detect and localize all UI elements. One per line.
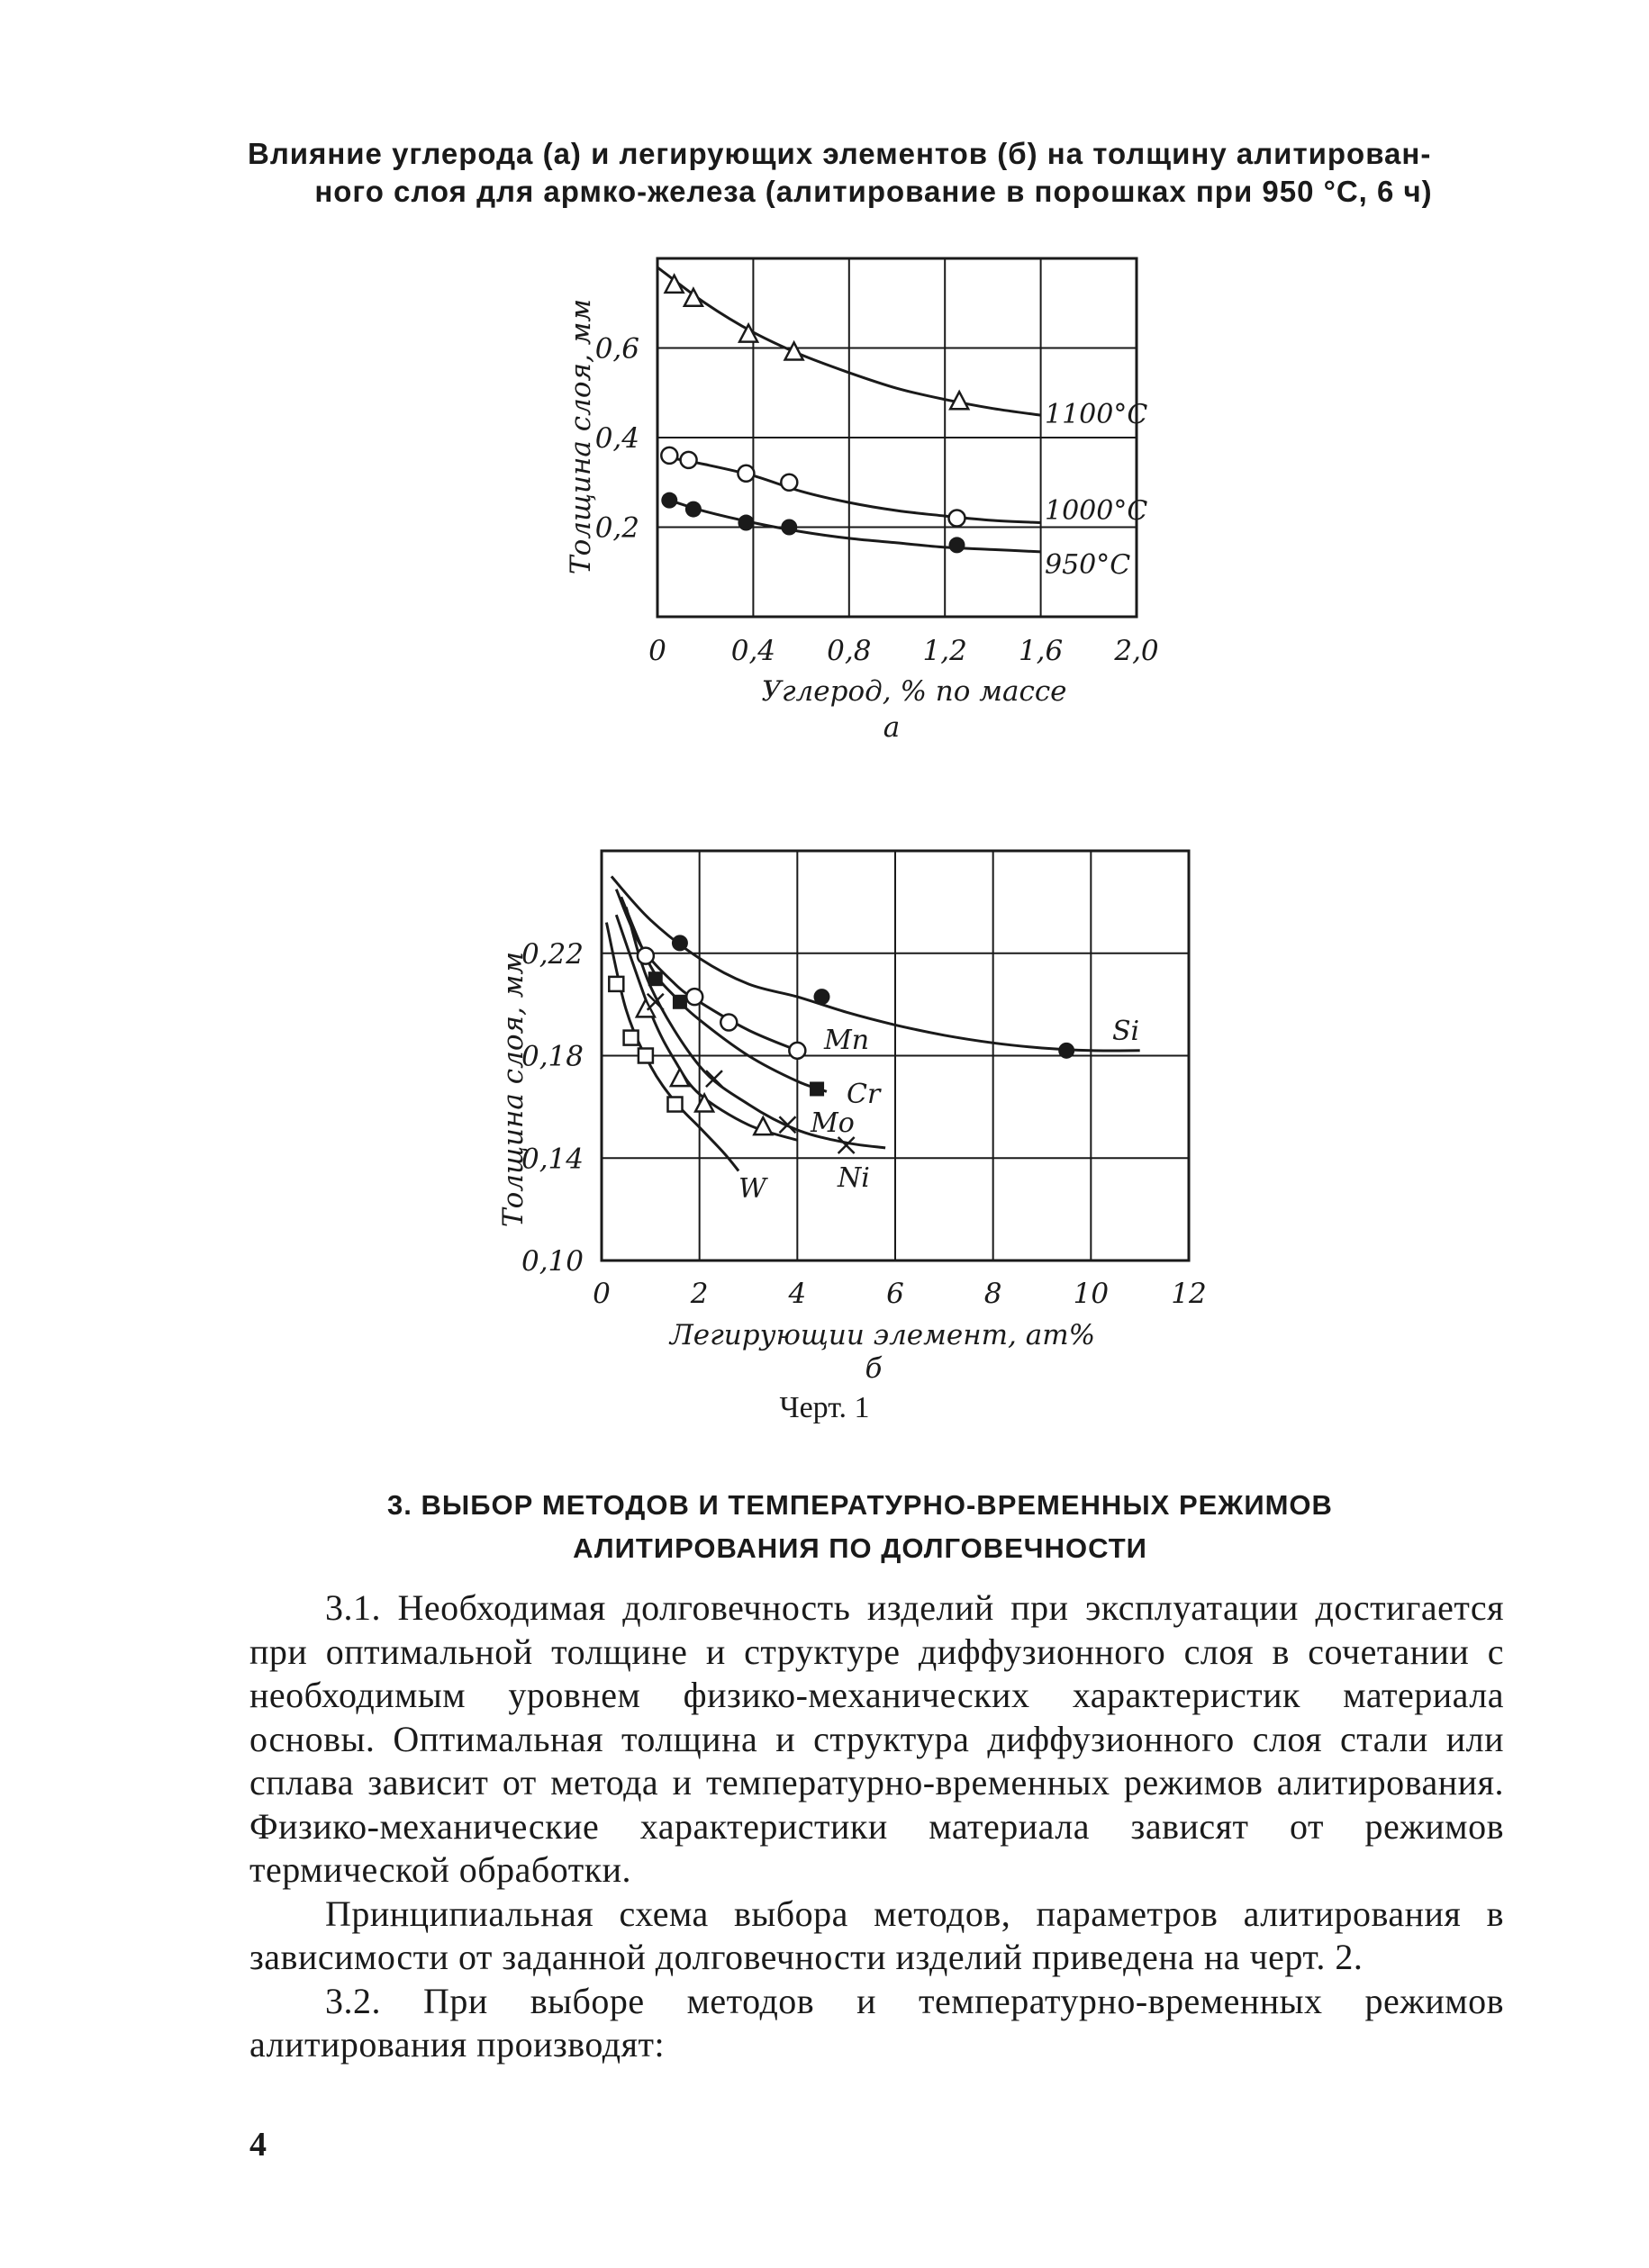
paragraph-3-2: 3.2. При выборе методов и температурно-временных режимов алитирования производят: — [249, 1980, 1504, 2065]
a-x-tick-label: 2,0 — [1114, 635, 1159, 667]
b-point-Si — [1058, 1043, 1074, 1059]
chart-b-curves — [606, 876, 1139, 1170]
b-point-Mn — [789, 1043, 805, 1059]
b-point-Cr — [648, 971, 663, 986]
chart-b-xlabel: Легирующии элемент, ат% — [669, 1319, 1096, 1351]
chart-b-ylabel: Толщина слоя, мм — [497, 951, 530, 1228]
b-point-Cr — [810, 1081, 824, 1096]
b-point-Mn — [720, 1015, 737, 1031]
b-x-tick-label: 0 — [593, 1278, 611, 1310]
b-series-label-Si: Si — [1112, 1016, 1140, 1047]
b-x-tick-label: 8 — [983, 1278, 1002, 1310]
chart-b-grid — [602, 851, 1189, 1261]
a-x-tick-label: 0 — [648, 635, 666, 667]
b-point-W — [668, 1098, 683, 1112]
chart-b-panel-label: б — [865, 1352, 883, 1385]
paragraph-3-1: 3.1. Необходимая долговечность изделий при эксплуатации достигается при оптимальной толщине и структуре диффузионного слоя в сочетании с необходимым уровнем физико-механических характеристик материала основы. Оптимальная толщина и структура диффузионного слоя стали или сплава зависит от метода и температурно-временных режимов алитирования. Физико-механические характеристики материала зависят от режимов термической обработки. — [249, 1587, 1504, 1890]
b-curve-W — [606, 923, 738, 1171]
a-y-tick-label: 0,6 — [594, 332, 639, 366]
b-x-tick-label: 2 — [690, 1278, 709, 1310]
b-y-tick-label: 0,22 — [521, 937, 584, 971]
b-series-label-Cr: Cr — [847, 1079, 881, 1110]
b-x-tick-label: 4 — [788, 1278, 807, 1310]
b-point-W — [624, 1031, 639, 1045]
b-point-Ni — [838, 1137, 855, 1153]
paragraph-scheme: Принципиальная схема выбора методов, параметров алитирования в зависимости от заданной долговечности изделий приведена на черт. 2. — [249, 1893, 1504, 1977]
b-point-Cr — [673, 995, 687, 1009]
b-point-Si — [814, 989, 830, 1005]
b-x-tick-label: 12 — [1171, 1278, 1207, 1310]
a-series-label-1100°С: 1100°С — [1045, 399, 1148, 430]
chart-a-xlabel: Углерод, % по массе — [761, 675, 1067, 708]
b-point-Mo — [754, 1117, 772, 1134]
b-curve-Si — [612, 876, 1140, 1051]
a-y-tick-label: 0,2 — [594, 511, 639, 545]
a-x-tick-label: 1,2 — [922, 635, 967, 667]
caption-line-2: ного слоя для армко-железа (алитирование в порошках при 950 °С, 6 ч) — [314, 175, 1433, 208]
a-x-tick-label: 0,4 — [730, 635, 776, 667]
b-series-label-Ni: Ni — [838, 1162, 870, 1194]
b-y-tick-label: 0,18 — [521, 1040, 584, 1073]
b-series-label-W: W — [738, 1173, 766, 1205]
b-point-Mo — [637, 999, 655, 1017]
b-y-tick-label: 0,10 — [521, 1245, 584, 1278]
chart-a-panel-label: а — [883, 711, 901, 744]
chart-b-ticks — [521, 938, 1207, 1310]
a-x-tick-label: 1,6 — [1018, 635, 1064, 667]
figure-label: Черт. 1 — [779, 1391, 870, 1424]
b-point-Mn — [638, 948, 654, 964]
b-point-W — [609, 977, 623, 991]
section-title-line-1: 3. ВЫБОР МЕТОДОВ И ТЕМПЕРАТУРНО-ВРЕМЕННЫХ РЕЖИМОВ — [387, 1489, 1333, 1521]
a-y-tick-label: 0,4 — [594, 422, 639, 455]
b-series-label-Mn: Mn — [824, 1025, 870, 1056]
a-x-tick-label: 0,8 — [827, 635, 872, 667]
a-series-label-1000°С: 1000°С — [1045, 495, 1148, 527]
chart-a-ylabel: Толщина слоя, мм — [565, 298, 597, 575]
b-x-tick-label: 6 — [886, 1278, 904, 1310]
b-point-W — [639, 1049, 653, 1063]
caption-line-1: Влияние углерода (а) и легирующих элементов (б) на толщину алитирован- — [248, 137, 1432, 170]
b-point-Si — [672, 935, 688, 951]
b-point-Mn — [686, 989, 702, 1005]
page-number: 4 — [249, 2126, 267, 2164]
section-title — [342, 1484, 1378, 1570]
b-x-tick-label: 10 — [1073, 1278, 1110, 1310]
b-point-Ni — [706, 1071, 722, 1087]
b-y-tick-label: 0,14 — [521, 1143, 584, 1176]
section-title-line-2: АЛИТИРОВАНИЯ ПО ДОЛГОВЕЧНОСТИ — [573, 1532, 1147, 1564]
b-point-Ni — [779, 1116, 795, 1133]
b-series-label-Mo: Mo — [811, 1107, 855, 1139]
a-series-label-950°С: 950°С — [1045, 549, 1131, 581]
body-text — [249, 1586, 1504, 2067]
